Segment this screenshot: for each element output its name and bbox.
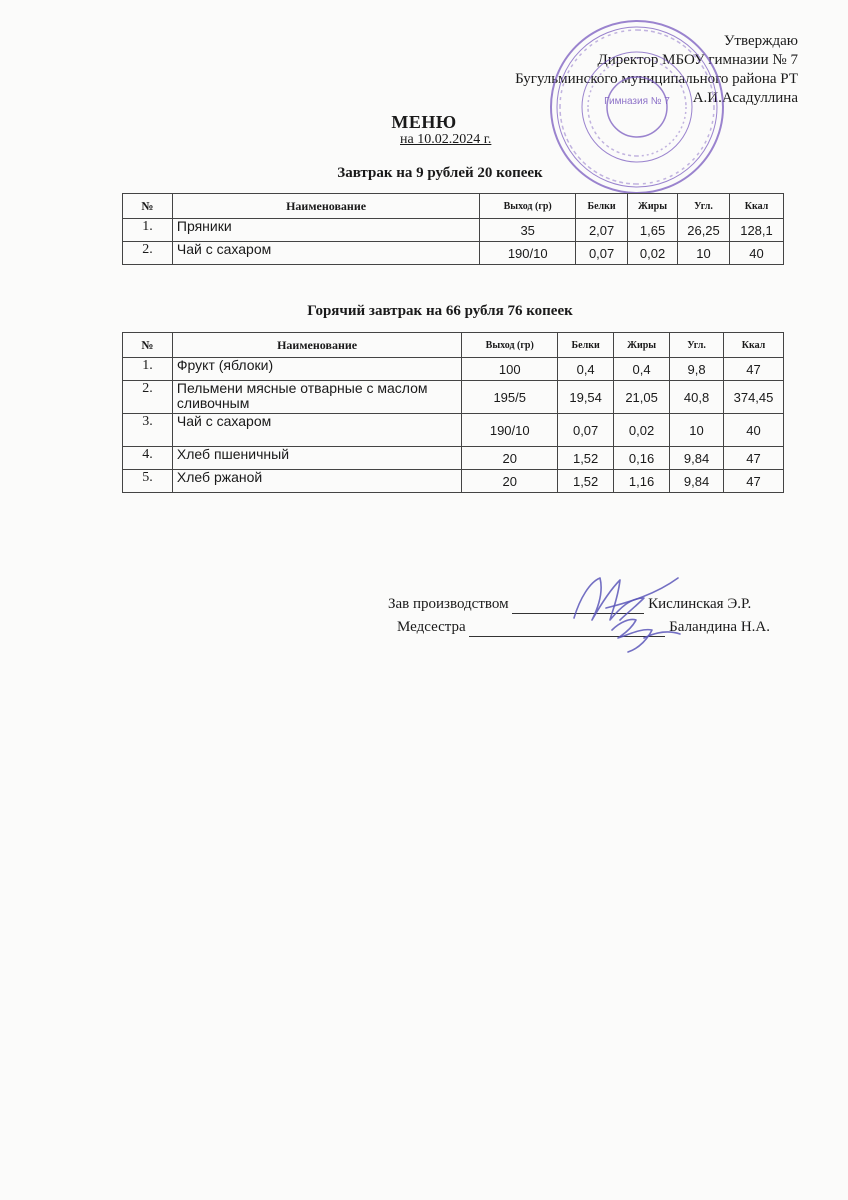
row-output: 190/10 [462,414,558,447]
table-row [123,219,784,242]
row-kcal: 47 [724,470,784,493]
row-num: 1. [123,219,173,242]
row-kcal: 47 [724,358,784,381]
breakfast-title: Завтрак на 9 рублей 20 копеек [337,165,543,181]
breakfast-table [122,193,784,265]
row-carbs: 9,84 [670,470,724,493]
row-protein: 0,07 [558,414,614,447]
row-output: 35 [480,219,576,242]
row-carbs: 10 [678,242,730,265]
row-num: 5. [123,470,173,493]
row-carbs: 40,8 [670,381,724,414]
row-num: 2. [123,381,173,414]
row-output: 195/5 [462,381,558,414]
production-name: Кислинская Э.Р. [648,596,752,612]
approval-position: Директор МБОУ гимназии № 7 [597,52,798,68]
row-kcal: 40 [724,414,784,447]
col-name: Наименование [172,333,461,358]
row-protein: 0,4 [558,358,614,381]
table-row [123,358,784,381]
col-output: Выход (гр) [462,333,558,358]
col-carbs: Угл. [678,194,730,219]
row-num: 2. [123,242,173,265]
row-name: Пряники [172,219,479,242]
row-fat: 0,02 [628,242,678,265]
table-row [123,470,784,493]
row-kcal: 128,1 [730,219,784,242]
row-kcal: 40 [730,242,784,265]
seal-center-text: Гимназия № 7 [604,96,670,107]
col-num: № [123,194,173,219]
row-num: 1. [123,358,173,381]
table-row [123,242,784,265]
row-name: Чай с сахаром [172,242,479,265]
table-header-row [123,333,784,358]
row-carbs: 9,8 [670,358,724,381]
row-output: 100 [462,358,558,381]
handwritten-signature [560,568,690,658]
row-name: Пельмени мясные отварные с маслом сливочным [172,381,461,414]
row-fat: 0,4 [614,358,670,381]
row-carbs: 9,84 [670,447,724,470]
col-protein: Белки [576,194,628,219]
menu-date: на 10.02.2024 г. [400,132,492,147]
hot-breakfast-table [122,332,784,493]
row-protein: 2,07 [576,219,628,242]
row-carbs: 10 [670,414,724,447]
row-name: Чай с сахаром [172,414,461,447]
table-row [123,414,784,447]
col-kcal: Ккал [724,333,784,358]
row-name: Фрукт (яблоки) [172,358,461,381]
row-name: Хлеб пшеничный [172,447,461,470]
approval-organization: Бугульминского муниципального района РТ [515,71,798,87]
row-carbs: 26,25 [678,219,730,242]
hot-breakfast-title: Горячий завтрак на 66 рубля 76 копеек [307,303,573,319]
approval-director-name: А.И.Асадуллина [692,90,798,106]
col-fat: Жиры [628,194,678,219]
row-fat: 0,16 [614,447,670,470]
row-fat: 0,02 [614,414,670,447]
nurse-label: Медсестра [397,619,466,635]
col-carbs: Угл. [670,333,724,358]
col-name: Наименование [172,194,479,219]
row-num: 3. [123,414,173,447]
nurse-name: Баландина Н.А. [669,619,771,635]
row-protein: 1,52 [558,447,614,470]
row-name: Хлеб ржаной [172,470,461,493]
table-row [123,381,784,414]
row-protein: 19,54 [558,381,614,414]
row-fat: 21,05 [614,381,670,414]
menu-title: МЕНЮ [391,112,457,132]
row-fat: 1,16 [614,470,670,493]
col-protein: Белки [558,333,614,358]
row-output: 190/10 [480,242,576,265]
approval-heading: Утверждаю [723,33,798,49]
row-kcal: 47 [724,447,784,470]
col-num: № [123,333,173,358]
row-output: 20 [462,447,558,470]
col-output: Выход (гр) [480,194,576,219]
col-kcal: Ккал [730,194,784,219]
production-label: Зав производством [388,596,509,612]
row-num: 4. [123,447,173,470]
table-header-row [123,194,784,219]
row-protein: 0,07 [576,242,628,265]
row-protein: 1,52 [558,470,614,493]
row-output: 20 [462,470,558,493]
row-fat: 1,65 [628,219,678,242]
table-row [123,447,784,470]
row-kcal: 374,45 [724,381,784,414]
col-fat: Жиры [614,333,670,358]
